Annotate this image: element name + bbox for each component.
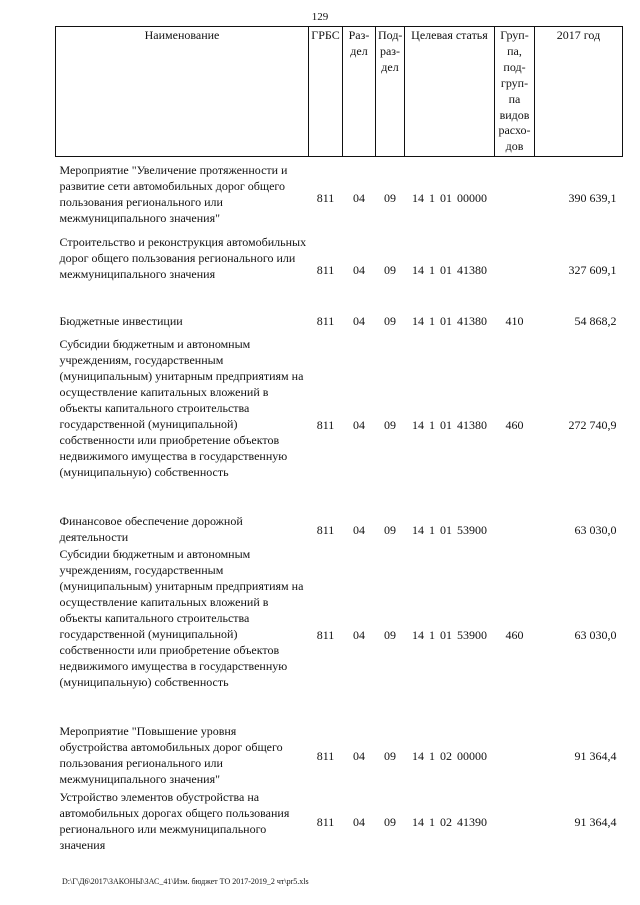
row-name: Мероприятие "Повышение уровня обустройства автомобильных дорог общего пользования регионального или межмуниципального значения": [59, 724, 283, 786]
header-razdel: Раз- дел: [343, 27, 376, 157]
table-header: [56, 27, 623, 157]
file-path-footer: D:\Г\Д6\2017\ЗАКОНЫ\ЗАС_41\Изм. бюджет ТО 2017-2019_2 чт\pr5.xls: [62, 877, 309, 886]
row-amount: 390 639,1: [568, 191, 617, 206]
table-body: [56, 157, 623, 857]
row-amount: 63 030,0: [574, 627, 617, 642]
row-target: 14 1 01 41380: [412, 417, 487, 432]
row-razdel: 04: [353, 627, 365, 642]
row-grbs: 811: [316, 815, 335, 830]
table-row: [56, 514, 623, 547]
row-amount: 272 740,9: [568, 417, 617, 432]
table-row: [56, 307, 623, 337]
row-podrazdel: 09: [384, 191, 396, 206]
row-group: 460: [505, 627, 524, 642]
row-grbs: 811: [316, 417, 335, 432]
row-grbs: 811: [316, 749, 335, 764]
row-target: 14 1 02 41390: [412, 815, 487, 830]
header-grbs: ГРБС: [309, 27, 343, 157]
row-target: 14 1 01 00000: [412, 191, 487, 206]
row-group: [495, 235, 535, 307]
row-name: Финансовое обеспечение дорожной деятельности: [59, 514, 243, 545]
budget-table: [55, 26, 623, 856]
row-razdel: 04: [353, 815, 365, 830]
row-group: [495, 790, 535, 856]
row-name: Мероприятие "Увеличение протяженности и развитие сети автомобильных дорог общего пользования регионального или межмуниципального значения": [59, 163, 288, 225]
row-podrazdel: 09: [384, 522, 396, 537]
row-amount: 327 609,1: [568, 263, 617, 278]
row-grbs: 811: [316, 522, 335, 537]
row-amount: 54 868,2: [574, 314, 617, 329]
header-name: Наименование: [56, 27, 309, 157]
row-group: [495, 163, 535, 235]
row-name: Устройство элементов обустройства на автомобильных дорогах общего пользования регионального или межмуниципального значения: [59, 790, 290, 852]
row-group: [495, 724, 535, 790]
table-row: [56, 235, 623, 307]
row-target: 14 1 01 41380: [412, 263, 487, 278]
header-year: 2017 год: [535, 27, 623, 157]
header-group: Груп- па, под- груп- па видов расхо- дов: [495, 27, 535, 157]
row-target: 14 1 01 41380: [412, 314, 487, 329]
header-podrazdel: Под- раз- дел: [376, 27, 405, 157]
row-target: 14 1 01 53900: [412, 522, 487, 537]
row-name: Субсидии бюджетным и автономным учреждениям, государственным (муниципальным) унитарным предприятиям на осуществление капитальных вложений в объекты капитального строительства государственной (муниципальной) собственности или приобретение объектов недвижимого имущества в государственную (муниципальную) собственность: [59, 547, 304, 689]
row-name: Строительство и реконструкция автомобильных дорог общего пользования регионального или межмуниципального значения: [59, 235, 307, 282]
row-podrazdel: 09: [384, 417, 396, 432]
header-target: Целевая статья: [405, 27, 495, 157]
row-group: [495, 514, 535, 547]
table-row: [56, 337, 623, 514]
row-podrazdel: 09: [384, 815, 396, 830]
row-podrazdel: 09: [384, 627, 396, 642]
table-row: [56, 724, 623, 790]
row-amount: 91 364,4: [574, 749, 617, 764]
row-group: 460: [505, 417, 524, 432]
row-grbs: 811: [316, 627, 335, 642]
row-razdel: 04: [353, 191, 365, 206]
row-razdel: 04: [353, 417, 365, 432]
row-grbs: 811: [316, 191, 335, 206]
row-grbs: 811: [316, 314, 335, 329]
table-row: [56, 790, 623, 856]
row-group: 410: [505, 314, 524, 329]
row-amount: 91 364,4: [574, 815, 617, 830]
row-razdel: 04: [353, 749, 365, 764]
row-name: Субсидии бюджетным и автономным учреждениям, государственным (муниципальным) унитарным предприятиям на осуществление капитальных вложений в объекты капитального строительства государственной (муниципальной) собственности или приобретение объектов недвижимого имущества в государственную (муниципальную) собственность: [59, 337, 304, 479]
row-razdel: 04: [353, 263, 365, 278]
page-number: 129: [311, 11, 329, 23]
row-target: 14 1 01 53900: [412, 627, 487, 642]
row-razdel: 04: [353, 522, 365, 537]
row-target: 14 1 02 00000: [412, 749, 487, 764]
row-podrazdel: 09: [384, 749, 396, 764]
row-name: Бюджетные инвестиции: [59, 314, 183, 329]
table-row: [56, 547, 623, 724]
row-razdel: 04: [353, 314, 365, 329]
row-podrazdel: 09: [384, 314, 396, 329]
row-amount: 63 030,0: [574, 522, 617, 537]
row-podrazdel: 09: [384, 263, 396, 278]
row-grbs: 811: [316, 263, 335, 278]
table-row: [56, 163, 623, 235]
